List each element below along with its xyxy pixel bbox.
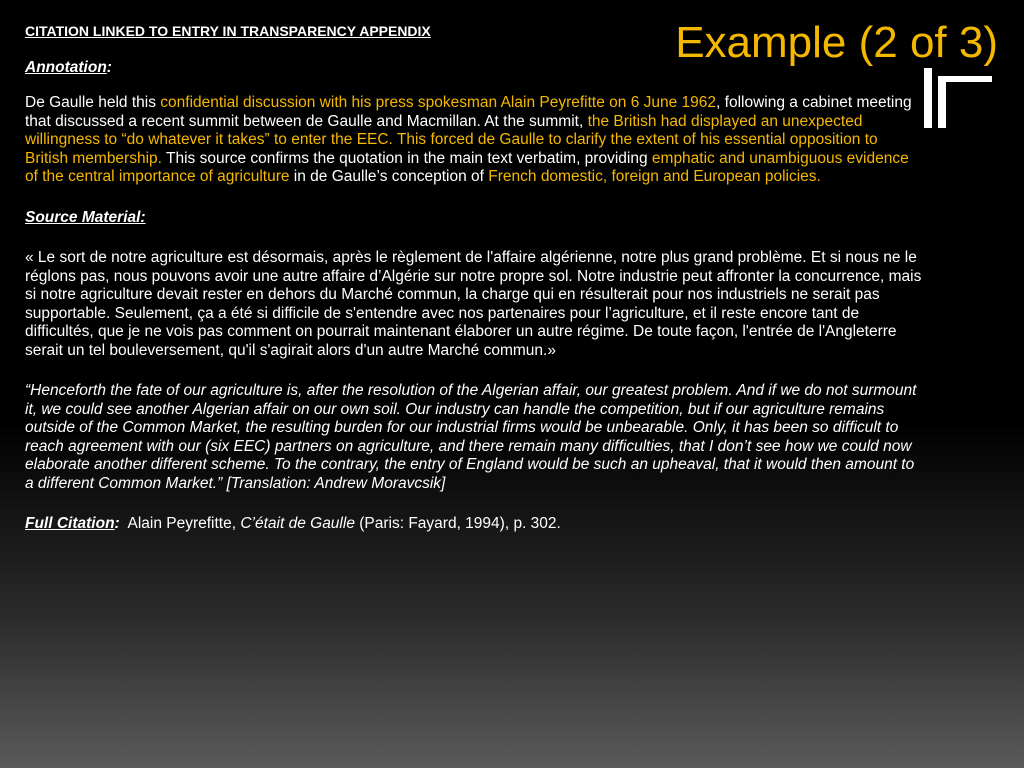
decorative-bar — [938, 76, 992, 82]
annotation-highlight: emphatic and unambiguous evidence of the central importance of agriculture — [25, 149, 909, 185]
full-citation — [25, 515, 925, 534]
slide-title: Example (2 of 3) — [675, 18, 998, 67]
annotation-text: in de Gaulle’s conception of — [289, 168, 489, 185]
english-translation: “Henceforth the fate of our agriculture is, after the resolution of the Algerian affair, our greatest problem. And if we do not surmount it, we could see another Algerian affair on our own soil. Our industry can handle the competition, but if our agriculture remains outside of the Common Market, the resulting burden for our industrial firms would be unbearable. Only, it has been so difficult to reach agreement with our (six EEC) partners on agriculture, and there remain many difficulties, that I don’t see how we could now elaborate another different scheme. To the contrary, the entry of England would be such an upheaval, that it would then amount to a different Common Market.” [Translation: Andrew Moravcsik] — [25, 382, 917, 492]
annotation-text: , following a cabinet meeting that discussed a recent summit between de Gaulle and Macmillan. At the summit, — [25, 94, 912, 130]
annotation-paragraph — [25, 94, 925, 187]
full-citation-colon: : — [114, 515, 120, 532]
section-heading: CITATION LINKED TO ENTRY IN TRANSPARENCY APPENDIX — [25, 23, 431, 39]
annotation-label-text: Annotation — [25, 58, 107, 76]
decorative-bars — [924, 68, 994, 130]
full-citation-label: Full Citation — [25, 515, 115, 532]
annotation-text: This source confirms the quotation in the main text verbatim, providing — [161, 149, 652, 167]
slide-content — [25, 22, 925, 534]
annotation-highlight: the British had displayed an unexpected willingness to “do whatever it takes” to enter the EEC. This forced de Gaulle to clarify the extent of his essential opposition to British membership. — [25, 112, 878, 167]
citation-details: (Paris: Fayard, 1994), p. 302. — [354, 515, 561, 532]
annotation-text: De Gaulle held this — [25, 94, 161, 111]
french-quotation: « Le sort de notre agriculture est désormais, après le règlement de l'affaire algérienne, notre plus grand problème. Et si nous ne le réglons pas, nous pouvons avoir une autre affaire d’Algérie sur notre propre sol. Notre industrie peut affronter la concurrence, mais si notre agriculture devait rester en dehors du Marché commun, la charge qui en résulterait pour nos industriels ne serait pas supportable. Seulement, ça a été si difficile de s'entendre avec nos partenaires pour l’agriculture, et il reste encore tant de difficultés, que je ne vois pas comment on pourrait maintenant élaborer un autre régime. De toute façon, l'entrée de l'Angleterre serait un tel bouleversement, qu'il s'agirait alors d'un autre Marché commun.» — [25, 249, 922, 359]
source-material-label: Source Material: — [25, 208, 146, 226]
annotation-label — [25, 59, 925, 78]
decorative-bar — [938, 76, 946, 128]
decorative-bar — [924, 68, 932, 128]
citation-work-title: C’était de Gaulle — [240, 515, 355, 532]
annotation-label-colon: : — [106, 58, 112, 76]
annotation-highlight: French domestic, foreign and European policies. — [488, 168, 821, 185]
citation-author: Alain Peyrefitte, — [127, 515, 241, 532]
annotation-highlight: confidential discussion with his press spokesman Alain Peyrefitte on 6 June 1962 — [160, 94, 717, 111]
